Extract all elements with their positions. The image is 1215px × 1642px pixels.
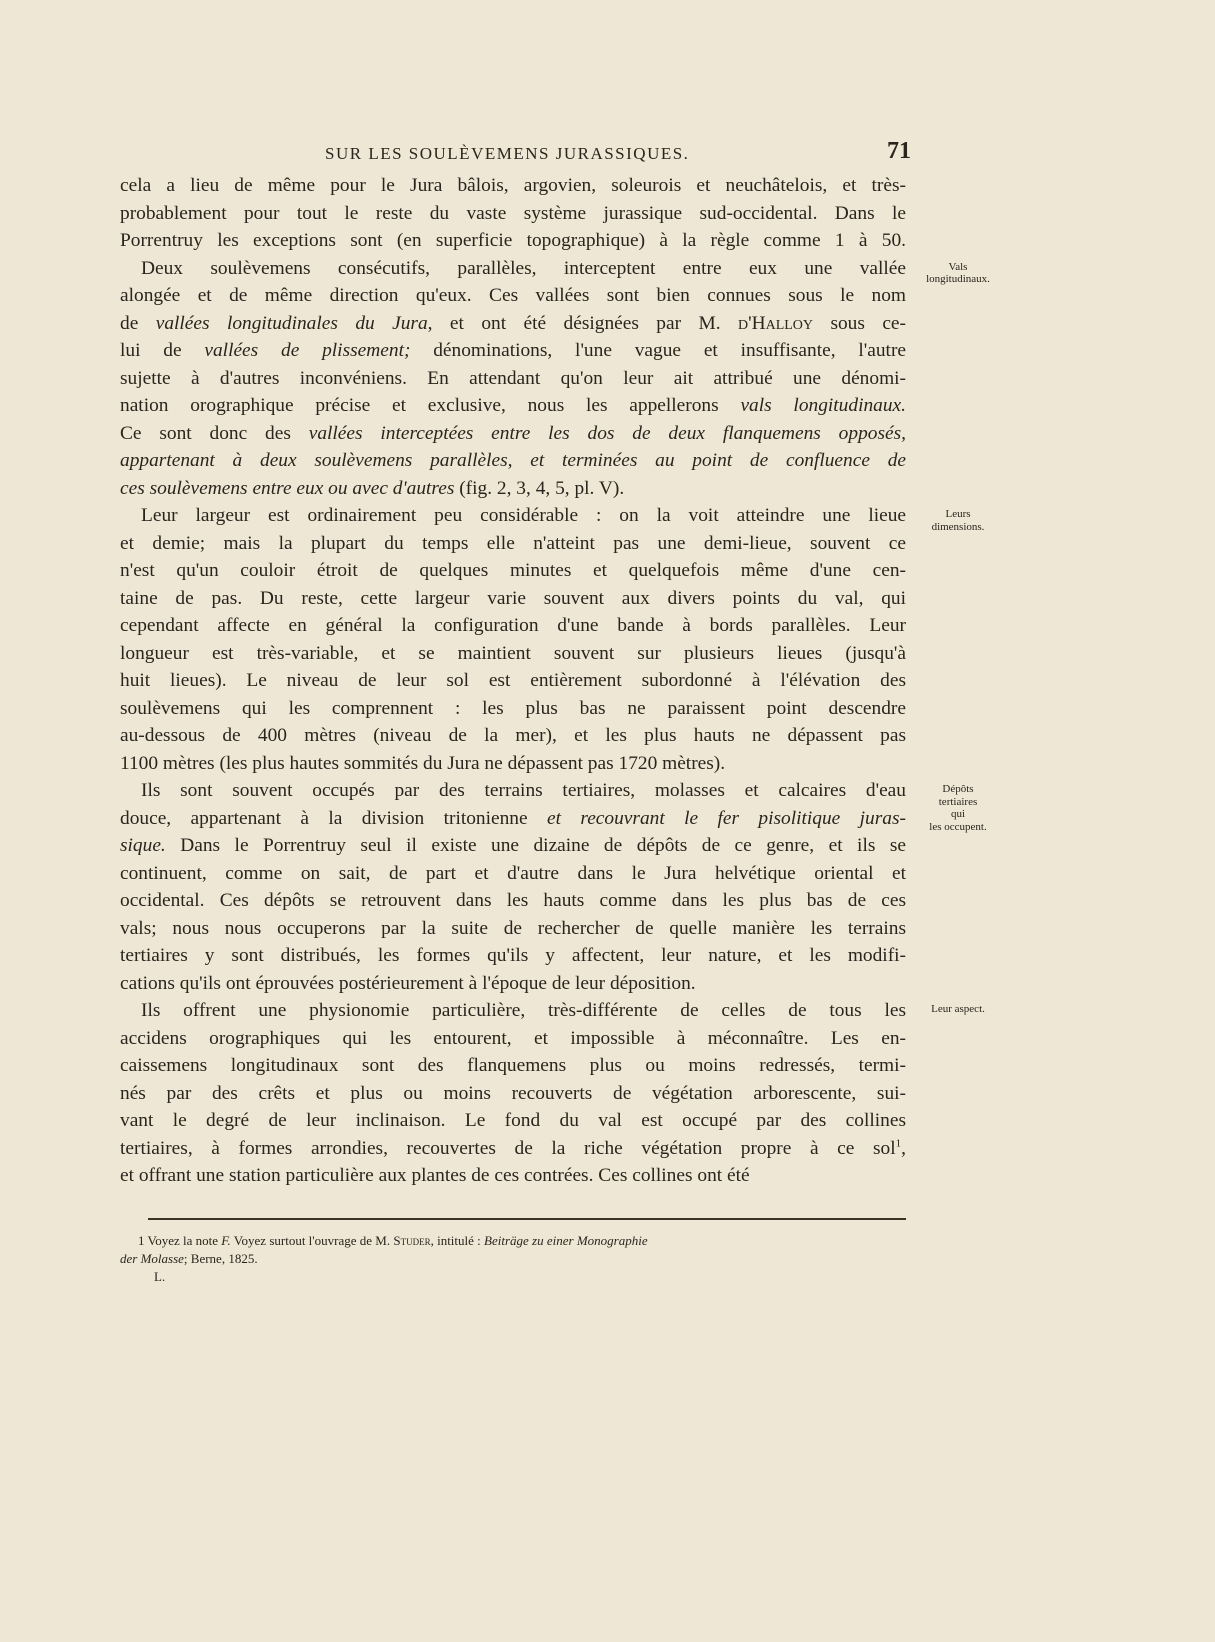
text-run: tertiaires y sont distribués, les formes qu'ils y affectent, leur nature, et les modifi- [120, 945, 906, 966]
text-line [120, 420, 906, 448]
text-run: , et ont été désignées par M. [427, 312, 738, 334]
text-line [120, 337, 906, 365]
text-run: Porrentruy les exceptions sont (en superficie topographique) à la règle comme 1 à 50. [120, 230, 906, 251]
text-run: ces soulèvemens entre eux ou avec d'autres [120, 477, 455, 499]
text-line [120, 750, 906, 778]
margin-note [908, 1003, 1008, 1016]
text-run: vant le degré de leur inclinaison. Le fond du val est occupé par des collines [120, 1110, 906, 1131]
text-line [120, 392, 906, 420]
text-run: lui de [120, 340, 205, 361]
text-run: Leur largeur est ordinairement peu considérable : on la voit atteindre une lieue [141, 505, 906, 526]
text-run: occidental. Ces dépôts se retrouvent dans les hauts comme dans les plus bas de ces [120, 890, 906, 911]
text-run: continuent, comme on sait, de part et d'autre dans le Jura helvétique oriental et [120, 862, 906, 884]
text-run: nation orographique précise et exclusive, nous les appellerons [120, 395, 741, 416]
text-run: vallées de plissement; [204, 340, 411, 361]
text-run: vals; nous nous occuperons par la suite de rechercher de quelle manière les terrains [120, 917, 906, 939]
text-run: Deux soulèvemens consécutifs, parallèles, interceptent entre eux une vallée [141, 257, 906, 279]
text-run: Dans le Porrentruy seul il existe une dizaine de dépôts de ce genre, et ils se [165, 835, 906, 856]
running-title: SUR LES SOULÈVEMENS JURASSIQUES. [325, 144, 690, 163]
margin-note-line: Vals [948, 260, 968, 273]
text-run: cela a lieu de même pour le Jura bâlois, argovien, soleurois et neuchâtelois, et très- [120, 175, 906, 196]
text-run: huit lieues). Le niveau de leur sol est entièrement subordonné à l'élévation des [120, 670, 906, 691]
text-run: d'Halloy [737, 312, 814, 334]
margin-note [908, 508, 1008, 533]
text-line [120, 282, 906, 310]
text-run: Ils offrent une physionomie particulière, très-différente de celles de tous les [141, 1000, 906, 1021]
text-run: cependant affecte en général la configuration d'une bande à bords parallèles. Leur [120, 615, 906, 636]
text-line [120, 255, 906, 283]
text-line [120, 447, 906, 475]
text-line [120, 1052, 906, 1080]
text-line [120, 365, 906, 393]
text-run: probablement pour tout le reste du vaste système jurassique sud-occidental. Dans le [120, 202, 906, 224]
text-line [120, 502, 906, 530]
text-run: Ils sont souvent occupés par des terrains tertiaires, molasses et calcaires d'eau [141, 780, 906, 801]
text-run: , [901, 1137, 906, 1159]
text-line [120, 970, 906, 998]
text-run: vals longitudinaux. [740, 395, 906, 416]
text-line [120, 942, 906, 970]
text-run: sujette à d'autres inconvéniens. En attendant qu'on leur ait attribué une dénomi- [120, 367, 906, 389]
margin-note-line: Leur aspect. [931, 1003, 985, 1015]
text-line [120, 667, 906, 695]
text-run: taine de pas. Du reste, cette largeur varie souvent aux divers points du val, qui [120, 587, 906, 609]
text-run: Beiträge zu einer Monographie [484, 1233, 648, 1248]
text-run: Ce sont donc des [120, 422, 309, 444]
text-run: der Molasse [120, 1251, 184, 1266]
text-run: 1100 mètres (les plus hautes sommités du Jura ne dépassent pas 1720 mètres). [120, 752, 726, 774]
text-run: cations qu'ils ont éprouvées postérieurement à l'époque de leur déposition. [120, 972, 696, 994]
text-line [120, 585, 906, 613]
text-run: accidens orographiques qui les entourent, et impossible à méconnaître. Les en- [120, 1027, 906, 1049]
text-line [120, 475, 906, 503]
text-run: L. [154, 1269, 166, 1284]
text-line [120, 200, 906, 228]
text-line [120, 1025, 906, 1053]
text-line [120, 640, 906, 668]
text-run: et offrant une station particulière aux plantes de ces contrées. Ces collines ont été [120, 1165, 750, 1186]
text-line [120, 530, 906, 558]
margin-note-line: dimensions. [931, 520, 985, 533]
footnote-rule [148, 1218, 906, 1220]
footnote-line [120, 1250, 906, 1268]
text-line [120, 227, 906, 255]
margin-note-line: longitudinaux. [926, 273, 990, 285]
text-run: ; Berne, 1825. [183, 1251, 258, 1266]
page-number: 71 [887, 138, 911, 164]
text-line [120, 1107, 906, 1135]
margin-note-line: Dépôts [942, 783, 974, 795]
text-line [120, 1080, 906, 1108]
text-run: soulèvemens qui les comprennent : les plus bas ne paraissent point descendre [120, 697, 906, 719]
text-run: nés par des crêts et plus ou moins recouverts de végétation arborescente, sui- [120, 1082, 906, 1104]
text-run: Voyez surtout l'ouvrage de M. [230, 1233, 394, 1248]
text-run: au-dessous de 400 mètres (niveau de la mer), et les plus hauts ne dépassent pas [120, 725, 906, 746]
text-run: caissemens longitudinaux sont des flanquemens plus ou moins redressés, termi- [120, 1055, 906, 1076]
text-run: de [120, 312, 156, 334]
text-line [120, 557, 906, 585]
margin-note-line: tertiaires [938, 795, 978, 808]
text-line [120, 997, 906, 1025]
text-line [120, 887, 906, 915]
text-run: F. [221, 1233, 231, 1248]
text-run: alongée et de même direction qu'eux. Ces vallées sont bien connues sous le nom [120, 285, 906, 306]
footnote-line [120, 1232, 906, 1250]
text-line [120, 1135, 906, 1163]
text-line [120, 805, 906, 833]
text-line [120, 1162, 906, 1190]
text-run: et recouvrant le fer pisolitique juras- [546, 807, 906, 829]
text-run: sous ce- [813, 312, 906, 334]
text-line [120, 695, 906, 723]
text-run: longueur est très-variable, et se maintient souvent sur plusieurs lieues (jusqu'à [120, 642, 906, 664]
footnote [120, 1232, 906, 1286]
text-run: vallées interceptées entre les dos de deux flanquemens opposés, [308, 422, 907, 444]
body-text [120, 172, 906, 1190]
text-line [120, 310, 906, 338]
page-header [120, 138, 915, 168]
text-run: sique. [120, 835, 166, 856]
text-run: vallées longitudinales du Jura [155, 312, 428, 334]
footnote-ref: 1 [895, 1137, 902, 1150]
margin-note-line: Leurs [945, 508, 971, 520]
text-run: et demie; mais la plupart du temps elle n'atteint pas une demi-lieue, souvent ce [120, 532, 906, 554]
margin-note [908, 783, 1008, 833]
margin-note-line: les occupent. [929, 820, 987, 833]
text-line [120, 860, 906, 888]
text-run: douce, appartenant à la division tritonienne [120, 807, 547, 829]
footnote-line [120, 1268, 906, 1286]
text-line [120, 612, 906, 640]
text-line [120, 915, 906, 943]
text-line [120, 172, 906, 200]
text-run: tertiaires, à formes arrondies, recouvertes de la riche végétation propre à ce sol [120, 1137, 896, 1159]
text-line [120, 777, 906, 805]
text-run: (fig. 2, 3, 4, 5, pl. V). [454, 477, 625, 499]
text-run: , intitulé : [430, 1233, 485, 1248]
text-run: dénominations, l'une vague et insuffisante, l'autre [410, 340, 907, 361]
text-run: n'est qu'un couloir étroit de quelques minutes et quelquefois même d'une cen- [120, 560, 906, 581]
text-run: 1 Voyez la note [138, 1233, 222, 1248]
margin-note-line: qui [950, 808, 966, 820]
text-line [120, 832, 906, 860]
text-line [120, 722, 906, 750]
text-run: appartenant à deux soulèvemens parallèles, et terminées au point de confluence de [120, 450, 906, 471]
margin-note [908, 261, 1008, 286]
text-run: Studer [393, 1233, 431, 1248]
